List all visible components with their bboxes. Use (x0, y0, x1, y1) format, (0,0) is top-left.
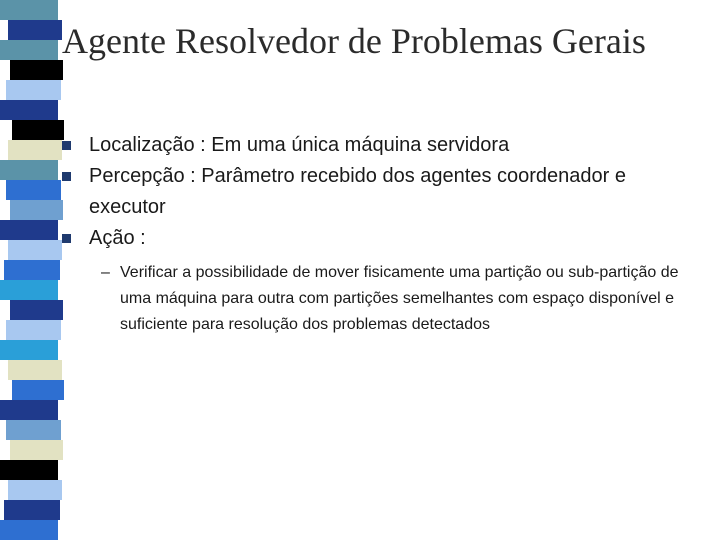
sub-bullet-list (89, 260, 702, 338)
sub-bullet-item (89, 260, 702, 338)
decorative-stripe (0, 520, 58, 540)
bullet-text: Ação : (89, 227, 146, 249)
decorative-stripe (10, 440, 63, 460)
decorative-stripe (0, 40, 58, 60)
decorative-stripe (4, 260, 60, 280)
square-bullet-icon (62, 172, 71, 181)
decorative-stripe (6, 420, 61, 440)
decorative-stripe (0, 220, 58, 240)
decorative-stripe (8, 240, 62, 260)
decorative-stripe-bar (0, 0, 66, 540)
decorative-stripe (10, 60, 63, 80)
bullet-item-percepcao (62, 161, 702, 223)
decorative-stripe (6, 80, 61, 100)
bullet-text: Localização : Em uma única máquina servidora (89, 134, 510, 156)
decorative-stripe (12, 380, 64, 400)
decorative-stripe (0, 0, 58, 20)
decorative-stripe (6, 180, 61, 200)
decorative-stripe (0, 400, 58, 420)
bullet-list (62, 130, 702, 338)
slide-title: Agente Resolvedor de Problemas Gerais (62, 21, 646, 61)
decorative-stripe (0, 160, 58, 180)
bullet-item-acao (62, 223, 702, 338)
sub-bullet-text: Verificar a possibilidade de mover fisicamente uma partição ou sub-partição de uma máquina para outra com partições semelhantes com espaço disponível e suficiente para resolução dos problemas detectados (120, 264, 679, 333)
decorative-stripe (8, 20, 62, 40)
decorative-stripe (8, 480, 62, 500)
square-bullet-icon (62, 234, 71, 243)
decorative-stripe (0, 280, 58, 300)
bullet-text: Percepção : Parâmetro recebido dos agentes coordenador e executor (89, 165, 627, 218)
dash-bullet-icon: – (101, 264, 110, 281)
square-bullet-icon (62, 141, 71, 150)
bullet-item-localizacao (62, 130, 702, 161)
decorative-stripe (0, 460, 58, 480)
decorative-stripe (10, 200, 63, 220)
decorative-stripe (0, 100, 58, 120)
decorative-stripe (12, 120, 64, 140)
decorative-stripe (6, 320, 61, 340)
decorative-stripe (0, 340, 58, 360)
decorative-stripe (8, 140, 62, 160)
decorative-stripe (4, 500, 60, 520)
decorative-stripe (8, 360, 62, 380)
decorative-stripe (10, 300, 63, 320)
